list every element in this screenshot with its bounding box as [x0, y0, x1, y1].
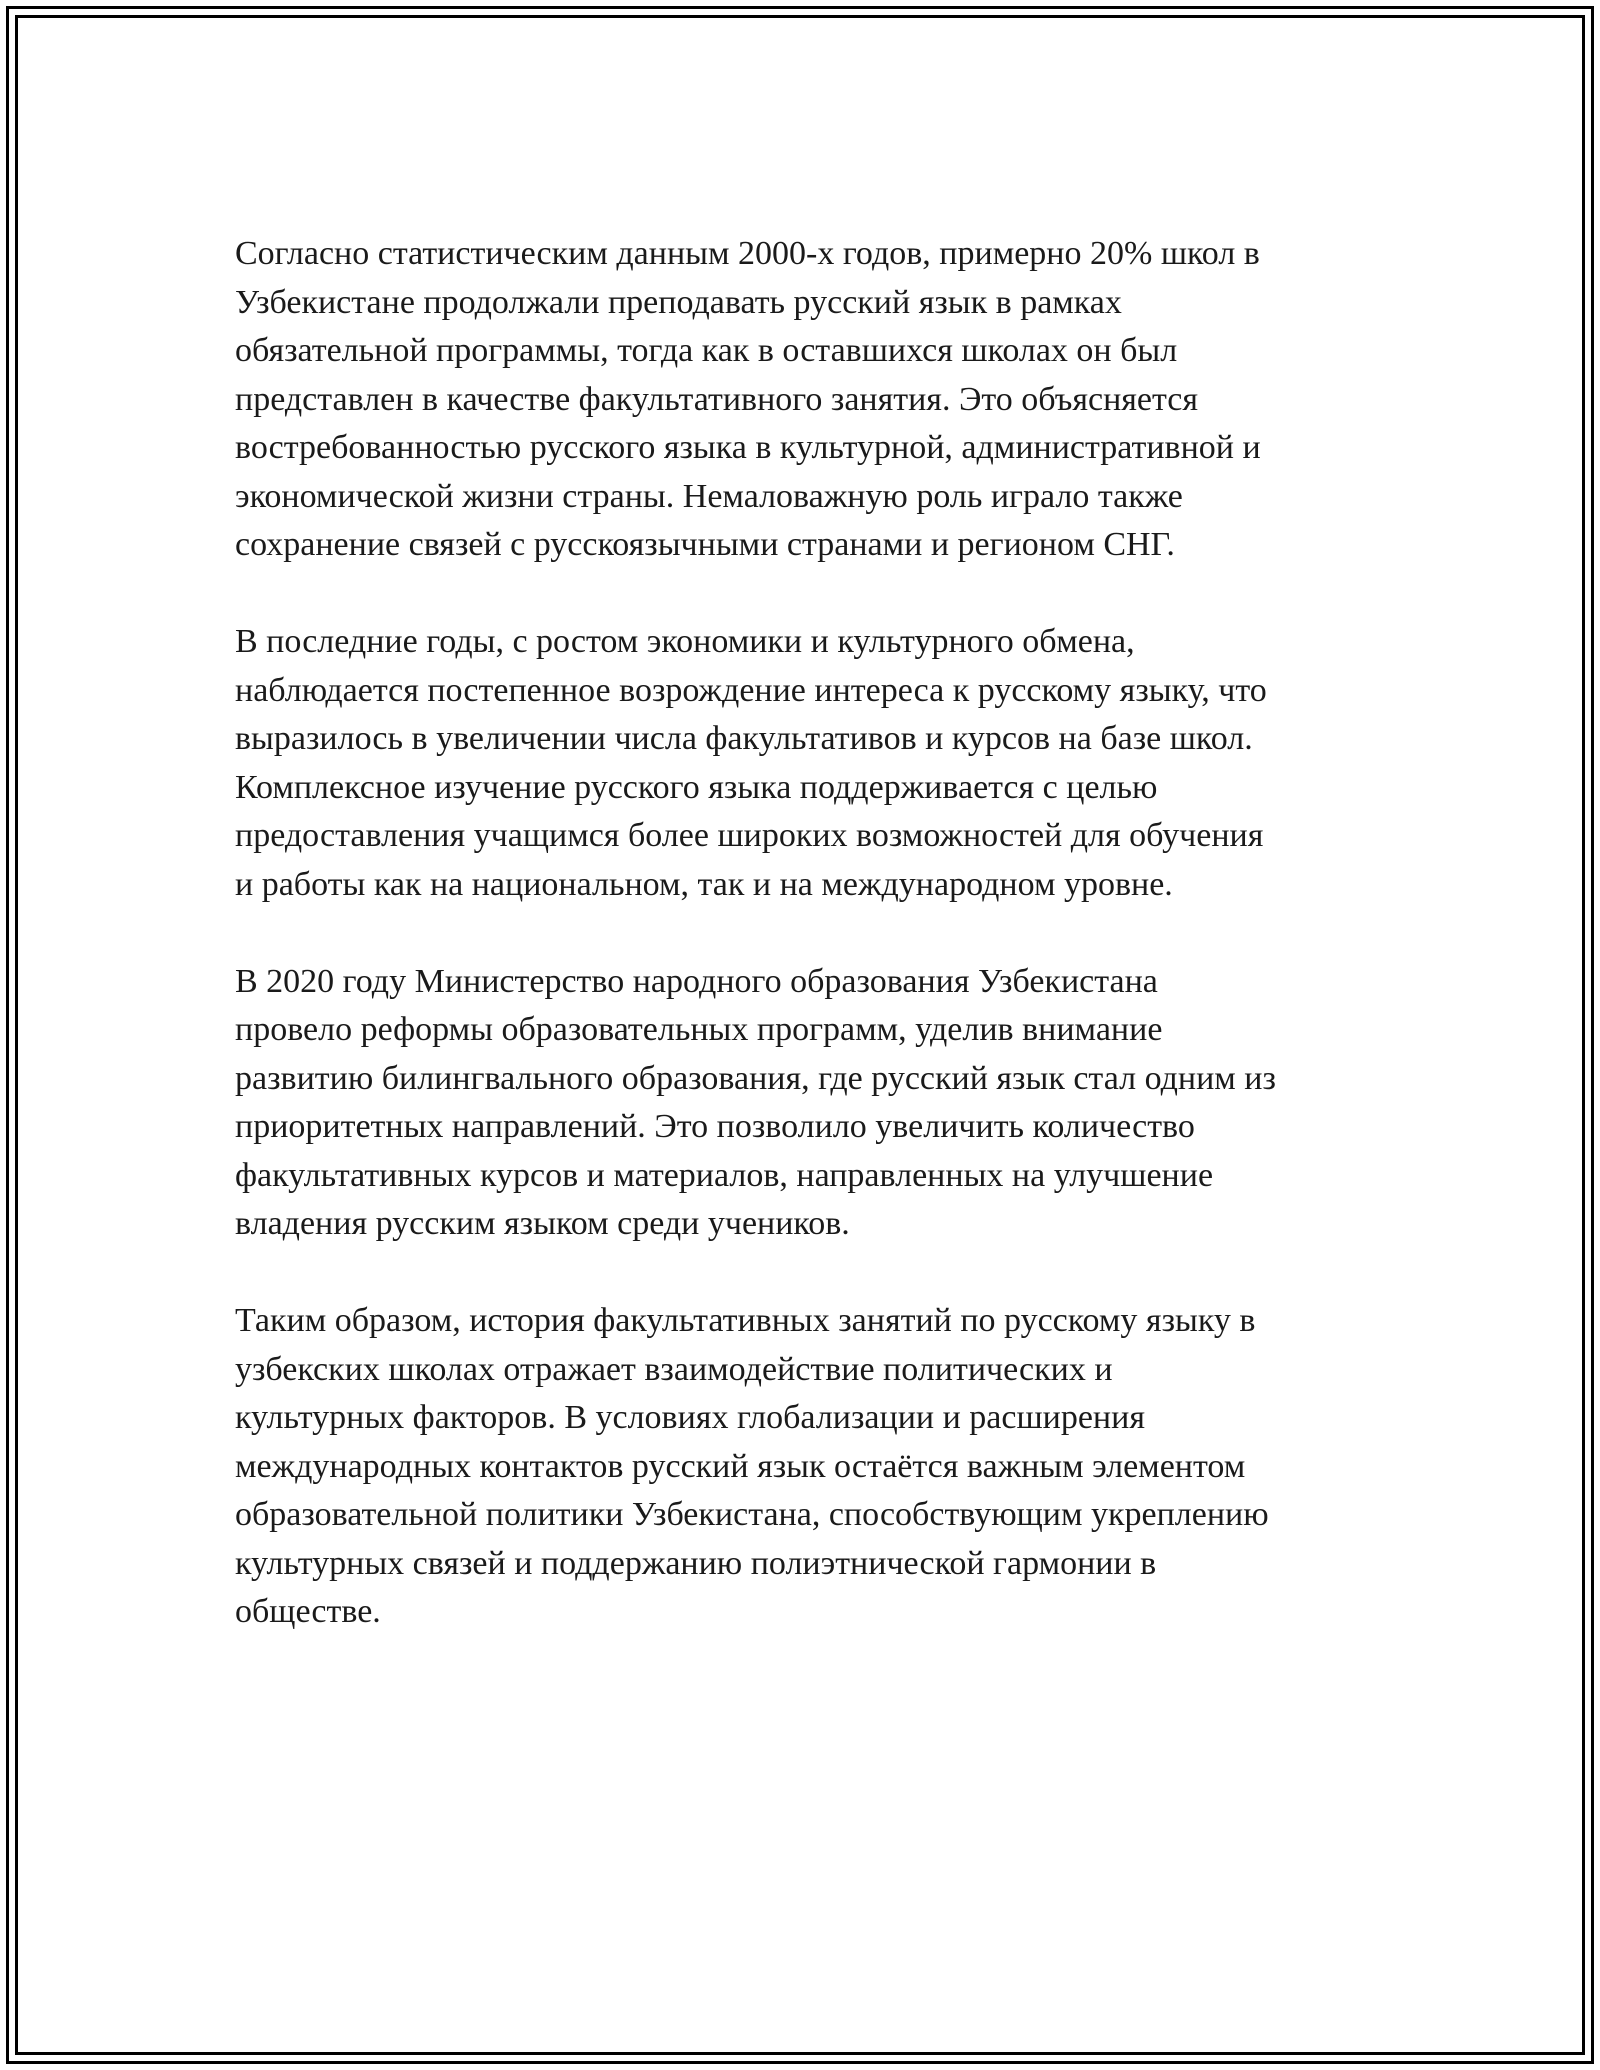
- text-line: Согласно статистическим данным 2000-х годов, примерно 20% школ в: [235, 235, 1260, 272]
- text-line: культурных факторов. В условиях глобализации и расширения: [235, 1399, 1145, 1436]
- paragraph-1: [235, 230, 1385, 570]
- text-line: сохранение связей с русскоязычными странами и регионом СНГ.: [235, 526, 1175, 563]
- text-line: факультативных курсов и материалов, направленных на улучшение: [235, 1156, 1214, 1194]
- text-line: Комплексное изучение русского языка поддерживается с целью: [235, 768, 1158, 806]
- text-line: развитию билингвального образования, где русский язык стал одним из: [235, 1059, 1276, 1097]
- text-line: экономической жизни страны. Немаловажную роль играло также: [235, 477, 1183, 515]
- document-body: [235, 230, 1385, 1685]
- paragraph-2: [235, 618, 1385, 909]
- paragraph-4: [235, 1297, 1385, 1637]
- text-line: предоставления учащимся более широких возможностей для обучения: [235, 817, 1264, 854]
- text-line: владения русским языком среди учеников.: [235, 1205, 850, 1242]
- text-line: В последние годы, с ростом экономики и культурного обмена,: [235, 623, 1135, 660]
- text-line: Узбекистане продолжали преподавать русский язык в рамках: [235, 283, 1122, 321]
- text-line: приоритетных направлений. Это позволило увеличить количество: [235, 1108, 1195, 1145]
- text-line: и работы как на национальном, так и на международном уровне.: [235, 865, 1173, 903]
- text-line: выразилось в увеличении числа факультативов и курсов на базе школ.: [235, 720, 1253, 757]
- text-line: узбекских школах отражает взаимодействие политических и: [235, 1350, 1113, 1388]
- text-line: представлен в качестве факультативного занятия. Это объясняется: [235, 380, 1198, 418]
- text-line: провело реформы образовательных программ, уделив внимание: [235, 1011, 1163, 1048]
- text-line: Таким образом, история факультативных занятий по русскому языку в: [235, 1302, 1256, 1339]
- text-line: образовательной политики Узбекистана, способствующим укреплению: [235, 1496, 1269, 1533]
- text-line: культурных связей и поддержанию полиэтнической гармонии в: [235, 1544, 1157, 1582]
- text-line: наблюдается постепенное возрождение интереса к русскому языку, что: [235, 671, 1267, 709]
- text-line: востребованностью русского языка в культурной, административной и: [235, 429, 1261, 466]
- paragraph-3: [235, 958, 1385, 1249]
- text-line: международных контактов русский язык остаётся важным элементом: [235, 1447, 1246, 1485]
- text-line: обществе.: [235, 1593, 381, 1630]
- text-line: В 2020 году Министерство народного образования Узбекистана: [235, 962, 1158, 1000]
- text-line: обязательной программы, тогда как в оставшихся школах он был: [235, 332, 1178, 369]
